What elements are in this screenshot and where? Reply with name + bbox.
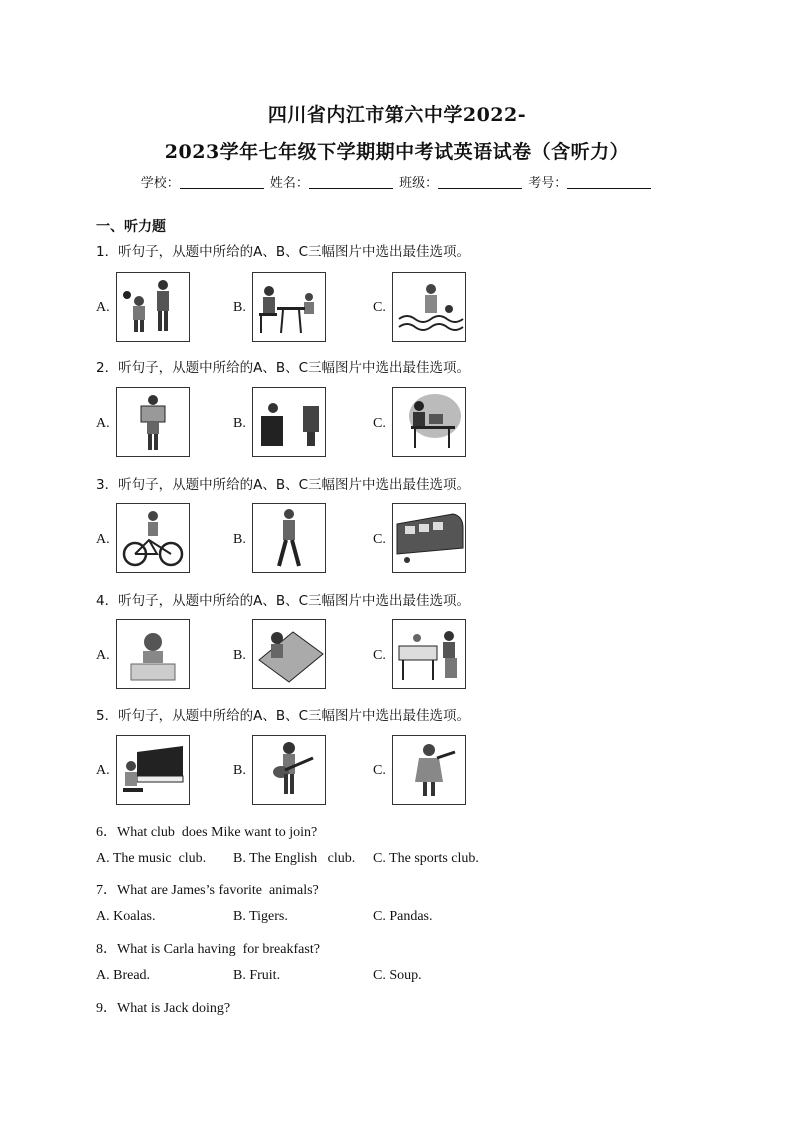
q5-picture-c[interactable]	[392, 735, 466, 805]
q7-option-a: A. Koalas.	[96, 909, 156, 924]
q5-option-a-label: A.	[96, 763, 110, 778]
q6-option-c: C. The sports club.	[373, 851, 479, 866]
studying-girl-icon	[117, 620, 189, 688]
q4-option-c-label: C.	[373, 648, 386, 663]
q5-option-c-label: C.	[373, 763, 386, 778]
sitting-at-table-icon	[393, 620, 465, 688]
section-title: 一、听力题	[96, 219, 166, 235]
q7-option-b: B. Tigers.	[233, 909, 288, 924]
q8-option-c: C. Soup.	[373, 968, 422, 983]
q1-option-b-label: B.	[233, 300, 246, 315]
basketball-players-icon	[117, 273, 189, 341]
q3-picture-b[interactable]	[252, 503, 326, 573]
q3-picture-a[interactable]	[116, 503, 190, 573]
question-5: 5．听句子，从题中所给的A、B、C三幅图片中选出最佳选项。	[96, 708, 471, 724]
q3-picture-c[interactable]	[392, 503, 466, 573]
q4-option-a-label: A.	[96, 648, 110, 663]
question-9: 9．What is Jack doing?	[96, 1001, 231, 1016]
q4-picture-c[interactable]	[392, 619, 466, 689]
train-icon	[393, 504, 465, 572]
q1-picture-b[interactable]	[252, 272, 326, 342]
eating-at-table-icon	[253, 620, 325, 688]
school-blank[interactable]	[180, 176, 264, 189]
number-blank[interactable]	[567, 176, 651, 189]
watching-tv-icon	[253, 388, 325, 456]
q4-picture-b[interactable]	[252, 619, 326, 689]
q4-option-b-label: B.	[233, 648, 246, 663]
question-3: 3．听句子，从题中所给的A、B、C三幅图片中选出最佳选项。	[96, 477, 471, 493]
number-label: 考号：	[528, 176, 568, 191]
q1-option-c-label: C.	[373, 300, 386, 315]
violin-icon	[393, 736, 465, 804]
question-4: 4．听句子，从题中所给的A、B、C三幅图片中选出最佳选项。	[96, 593, 471, 609]
q3-option-c-label: C.	[373, 532, 386, 547]
q3-option-b-label: B.	[233, 532, 246, 547]
q6-option-a: A. The music club.	[96, 851, 207, 866]
class-blank[interactable]	[438, 176, 522, 189]
school-label: 学校：	[140, 176, 180, 191]
question-2: 2．听句子，从题中所给的A、B、C三幅图片中选出最佳选项。	[96, 360, 471, 376]
title-line-1: 四川省内江市第六中学2022-	[267, 104, 527, 126]
walking-person-icon	[253, 504, 325, 572]
class-label: 班级：	[399, 176, 439, 191]
q6-option-b: B. The English club.	[233, 851, 356, 866]
title-line-2: 2023学年七年级下学期期中考试英语试卷（含听力）	[164, 141, 630, 163]
q2-option-b-label: B.	[233, 416, 246, 431]
q4-picture-a[interactable]	[116, 619, 190, 689]
question-6: 6．What club does Mike want to join?	[96, 825, 318, 840]
q1-option-a-label: A.	[96, 300, 110, 315]
chess-players-icon	[253, 273, 325, 341]
q5-picture-b[interactable]	[252, 735, 326, 805]
q8-option-a: A. Bread.	[96, 968, 151, 983]
q2-picture-c[interactable]	[392, 387, 466, 457]
q2-option-a-label: A.	[96, 416, 110, 431]
name-label: 姓名：	[269, 176, 309, 191]
q2-option-c-label: C.	[373, 416, 386, 431]
working-on-computer-icon	[393, 388, 465, 456]
question-8: 8．What is Carla having for breakfast?	[96, 942, 320, 957]
reading-newspaper-icon	[117, 388, 189, 456]
question-7: 7．What are James’s favorite animals?	[96, 883, 319, 898]
q1-picture-a[interactable]	[116, 272, 190, 342]
riding-bicycle-icon	[117, 504, 189, 572]
q5-picture-a[interactable]	[116, 735, 190, 805]
q2-picture-a[interactable]	[116, 387, 190, 457]
q2-picture-b[interactable]	[252, 387, 326, 457]
q3-option-a-label: A.	[96, 532, 110, 547]
q5-option-b-label: B.	[233, 763, 246, 778]
piano-icon	[117, 736, 189, 804]
swimming-lesson-icon	[393, 273, 465, 341]
guitar-icon	[253, 736, 325, 804]
name-blank[interactable]	[309, 176, 393, 189]
q7-option-c: C. Pandas.	[373, 909, 433, 924]
student-info-line	[0, 172, 794, 191]
question-1: 1．听句子，从题中所给的A、B、C三幅图片中选出最佳选项。	[96, 244, 471, 260]
q1-picture-c[interactable]	[392, 272, 466, 342]
q8-option-b: B. Fruit.	[233, 968, 281, 983]
